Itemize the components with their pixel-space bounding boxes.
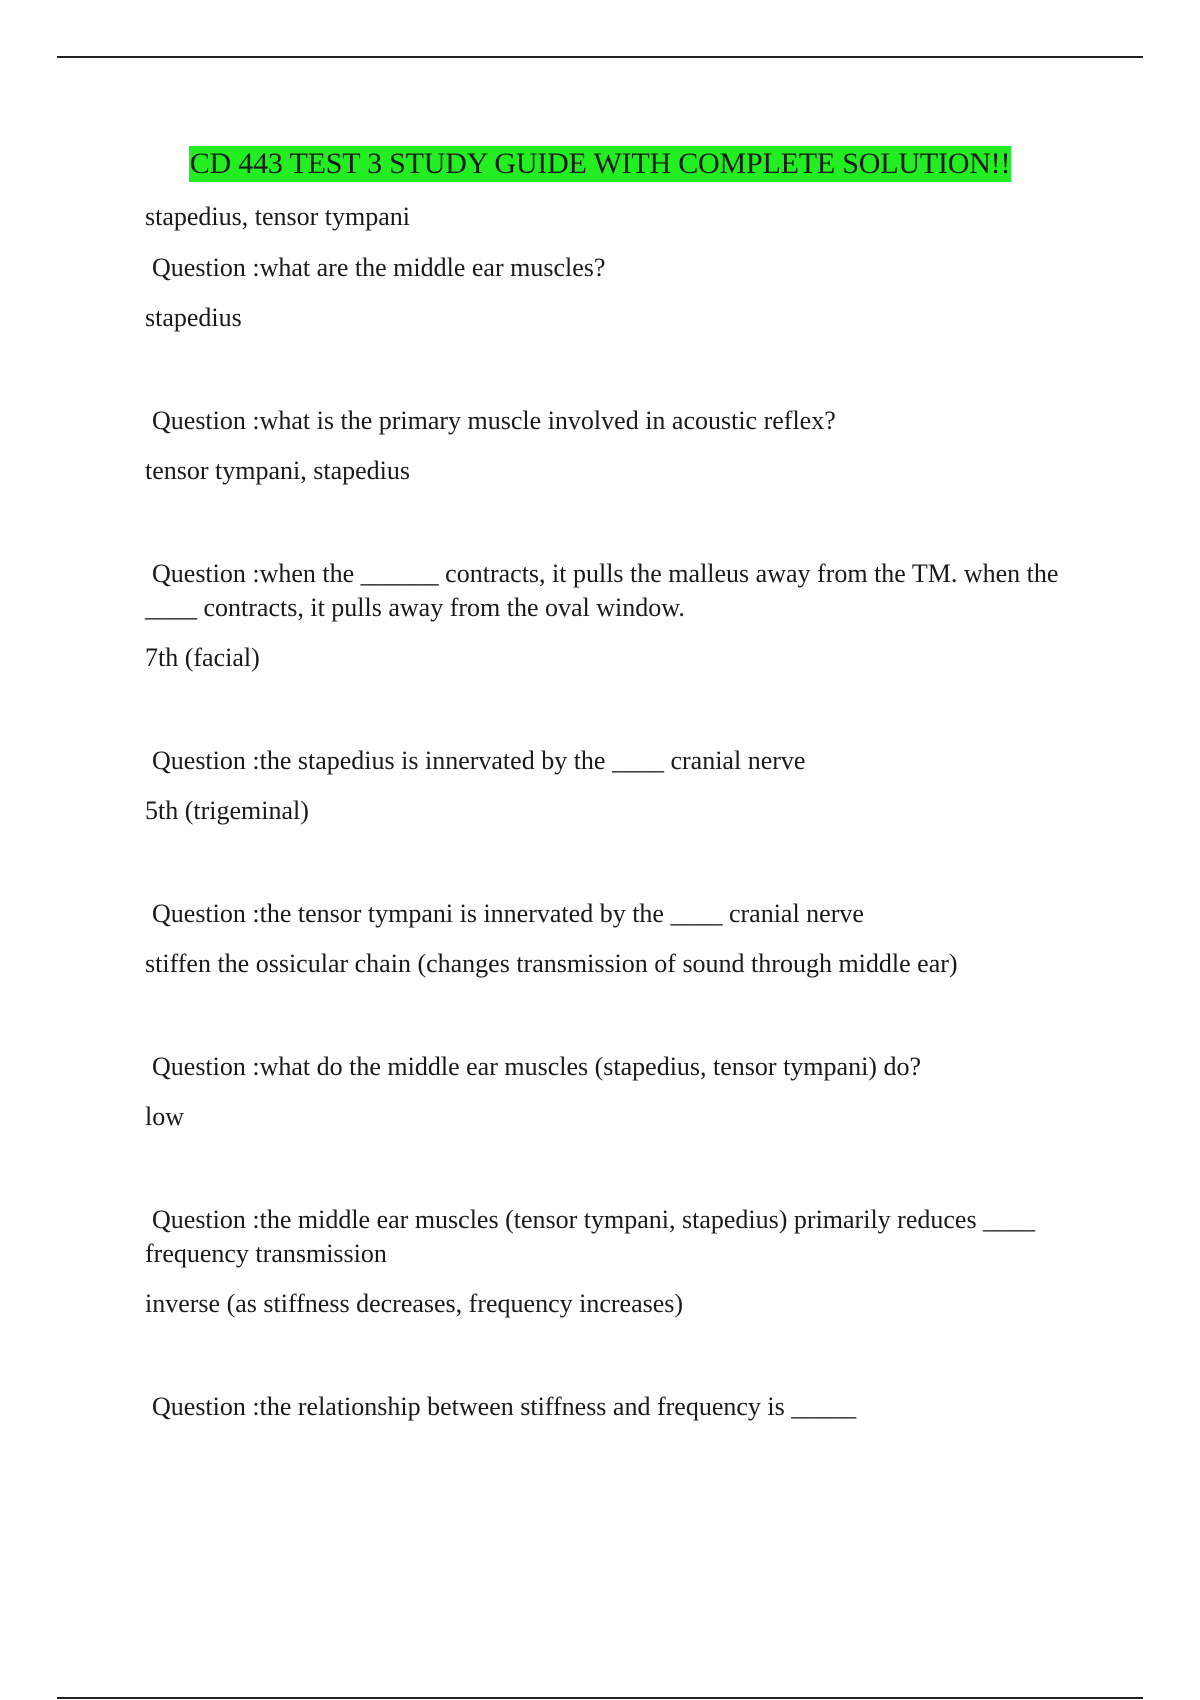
question-text: Question :the relationship between stiffness and frequency is _____ (152, 1392, 857, 1421)
answer-text: stapedius (145, 303, 242, 332)
spacer (145, 505, 1065, 557)
question-text: Question :the middle ear muscles (tensor tympani, stapedius) primarily reduces ____ frequency transmission (145, 1205, 1036, 1268)
answer-text: stiffen the ossicular chain (changes transmission of sound through middle ear) (145, 949, 958, 978)
answer-text: stapedius, tensor tympani (145, 202, 411, 231)
spacer (145, 352, 1065, 404)
question-text: Question :what do the middle ear muscles (stapedius, tensor tympani) do? (152, 1052, 921, 1081)
answer-text: 7th (facial) (145, 643, 260, 672)
question-text: Question :when the ______ contracts, it pulls the malleus away from the TM. when the ____ contracts, it pulls away from the oval window. (145, 559, 1059, 622)
document-body (145, 200, 1065, 1440)
spacer (145, 692, 1065, 744)
footer-rule (57, 1697, 1143, 1699)
spacer (145, 845, 1065, 897)
question-text: Question :what are the middle ear muscles? (152, 253, 606, 282)
spacer (145, 1338, 1065, 1390)
answer-text: low (145, 1102, 184, 1131)
document-title: CD 443 TEST 3 STUDY GUIDE WITH COMPLETE SOLUTION!! (189, 147, 1011, 180)
answer-text: 5th (trigeminal) (145, 796, 309, 825)
spacer (145, 998, 1065, 1050)
title-container (0, 146, 1200, 182)
spacer (145, 1151, 1065, 1203)
question-text: Question :the tensor tympani is innervated by the ____ cranial nerve (152, 899, 864, 928)
question-text: Question :what is the primary muscle involved in acoustic reflex? (152, 406, 836, 435)
answer-text: inverse (as stiffness decreases, frequency increases) (145, 1289, 684, 1318)
question-text: Question :the stapedius is innervated by the ____ cranial nerve (152, 746, 806, 775)
header-rule (57, 56, 1143, 58)
answer-text: tensor tympani, stapedius (145, 456, 411, 485)
